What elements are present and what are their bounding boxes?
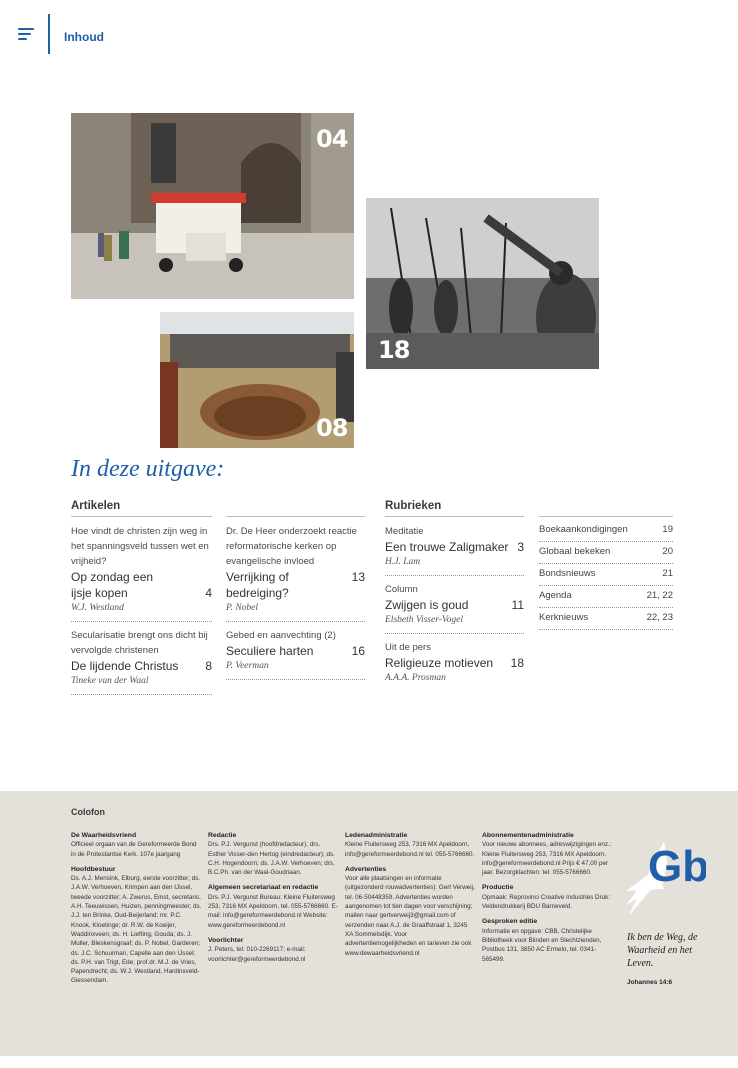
divider — [226, 516, 365, 517]
photo-18[interactable] — [366, 198, 599, 369]
article-author: W.J. Westland — [71, 603, 124, 613]
article-author: P. Veerman — [226, 661, 269, 671]
colofon-text: Opmaak: Reprovinci Creative Industries Druk: Veldendrukkerij BDU Barneveld. — [482, 893, 611, 911]
rubrieken-column-2 — [539, 520, 673, 630]
article-author: Tineke van der Waal — [71, 676, 149, 686]
article-title-row — [71, 569, 212, 601]
rubriek-title-row — [385, 597, 524, 613]
photo-04-image — [71, 113, 354, 299]
article-title-row — [71, 658, 212, 674]
logo-icon — [626, 829, 706, 915]
rubriek-page: 3 — [517, 540, 524, 554]
rubriek-title: Een trouwe Zaligmaker — [385, 540, 509, 554]
colofon-text: Ds. A.J. Mensink, Elburg, eerste voorzitter; ds. J.A.W. Verhoeven, Krimpen aan den IJssel, tweede voorzitter; A. Zwerus, Emst, secretaris; A.H. Teeuwissen, Huizen, penningmeester; ds. J.J. ten Brinke, Oud-Beijerland; mr. P.C. Knook, Kloetinge; dr. R.W. de Koeijer, Waddinxveen; ds. H. Liefting, Gouda; ds. J. Muller, Bleskensgraaf; ds. P. Nobel, Garderen; ds. J.C. Schuurman, Capelle aan den IJssel; ds. P.H. van Trigt, Ede; prof.dr. M.J. de Vries, Papendrecht; ds. W.J. Westland, Hardinxveld-Giessendam. — [71, 875, 202, 985]
rubriek-link-label: Globaal bekeken — [539, 546, 611, 557]
colofon-heading: Gesproken editie — [482, 918, 538, 926]
colofon-heading: Ledenadministratie — [345, 832, 408, 839]
article-title: Op zondag een ijsje kopen — [71, 570, 154, 600]
photo-08[interactable] — [160, 312, 354, 448]
colofon-text: Officieel orgaan van de Gereformeerde Bond in de Protestantse Kerk. 107e jaargang — [71, 841, 197, 858]
colofon-text: J. Peters, tel. 010-2269117; e-mail: voorlichter@gereformeerdebond.nl — [208, 946, 306, 963]
rubrieken-title: Rubrieken — [385, 500, 442, 512]
colofon-heading: Productie — [482, 884, 514, 892]
divider — [385, 516, 524, 517]
article-entry[interactable] — [226, 628, 365, 680]
colofon-heading: Algemeen secretariaat en redactie — [208, 884, 319, 892]
section-heading: In deze uitgave: — [71, 456, 225, 482]
rubriek-link-label: Kerknieuws — [539, 612, 589, 623]
rubriek-link-page: 19 — [662, 524, 673, 535]
article-entry[interactable] — [71, 524, 212, 622]
colofon-title: Colofon — [71, 807, 105, 817]
artikelen-column-2 — [226, 524, 365, 686]
rubriek-entry[interactable] — [385, 524, 524, 576]
rubriek-author: H.J. Lam — [385, 557, 421, 567]
article-page: 13 — [351, 570, 365, 584]
article-title: Seculiere harten — [226, 644, 314, 658]
rubriek-author: Elsbeth Visser-Vogel — [385, 615, 463, 625]
rubriek-link-page: 21 — [662, 568, 673, 579]
rubriek-page: 18 — [510, 656, 524, 670]
artikelen-title: Artikelen — [71, 500, 121, 512]
rubrieken-column-1 — [385, 524, 524, 697]
article-page: 16 — [351, 644, 365, 658]
rubriek-link-page: 20 — [662, 546, 673, 557]
colofon-text: Informatie en opgave: CBB, Christelijke Bibliotheek voor Blinden en Slechtzienden, Postbus 131, 3850 AC Ermelo, tel. 0341-565499. — [482, 927, 602, 963]
article-intro: Gebed en aanvechting (2) — [226, 630, 336, 641]
rubriek-link-label: Boekaankondigingen — [539, 524, 628, 535]
colofon-text: Voor nieuwe abonnees, adreswijzigingen enz.: Kleine Fluitersweg 253, 7316 MX Apeldoorn. info@gereformeerdebond.nl Prijs € 47,00 per jaar. Bezorgklachten: tel. 055-5766660. — [482, 841, 612, 877]
divider — [539, 516, 673, 517]
article-title-row — [226, 643, 365, 659]
rubriek-link-page: 22, 23 — [646, 612, 673, 623]
rubriek-title: Zwijgen is goud — [385, 598, 469, 612]
colofon-column-3 — [345, 831, 477, 964]
quote-reference: Johannes 14:6 — [627, 979, 673, 986]
colofon-text: Drs. P.J. Vergunst Bureau: Kleine Fluitersweg 253, 7316 MX Apeldoorn, tel. 055-5766660. E-mail: info@gereformeerdebond.nl Website: www.gereformeerdebond.nl — [208, 893, 338, 929]
rubriek-link-label: Bondsnieuws — [539, 568, 596, 579]
article-intro: Dr. De Heer onderzoekt reactie reformatorische kerken op evangelische invloed — [226, 526, 357, 567]
colofon-heading: Advertenties — [345, 865, 387, 873]
colofon-text: Voor alle plaatsingen en informatie (uitgezonderd rouwadvertenties): Gert Verweij, tel. 06-50448359. Advertenties worden aangenomen tot tien dagen voor verschijning; mailen naar gertverweij3@gmail.com of verzenden naar A.J. de Graaffstraat 1, 3245 XA Sommelsdijk. Voor advertentiemogelijkheden en tarieven zie ook www.dewaarheidsvriend.nl — [345, 875, 475, 957]
article-intro: Secularisatie brengt ons dicht bij vervolgde christenen — [71, 630, 208, 656]
photo-08-number: 08 — [316, 414, 348, 442]
rubriek-author: A.A.A. Prosman — [385, 673, 446, 683]
rubriek-title-row — [385, 539, 524, 555]
rubriek-title: Religieuze motieven — [385, 656, 494, 670]
rubriek-entry[interactable] — [385, 582, 524, 634]
article-intro: Hoe vindt de christen zijn weg in het spanningsveld tussen wet en vrijheid? — [71, 526, 209, 567]
article-title: Verrijking of bedreiging? — [226, 570, 289, 600]
article-author: P. Nobel — [226, 603, 259, 613]
menu-icon[interactable] — [18, 28, 34, 42]
article-entry[interactable] — [226, 524, 365, 622]
rubriek-link[interactable] — [539, 542, 673, 564]
colofon-heading: Abonnementenadministratie — [482, 832, 574, 839]
rubriek-label: Meditatie — [385, 526, 424, 537]
rubriek-label: Uit de pers — [385, 642, 431, 653]
colofon-text: Kleine Fluitersweg 253, 7316 MX Apeldoorn, info@gereformeerdebond.nl tel. 055-5766660. — [345, 841, 475, 858]
colofon — [0, 791, 738, 1056]
photo-04[interactable] — [71, 113, 354, 299]
article-page: 4 — [205, 586, 212, 600]
colofon-column-4 — [482, 831, 614, 970]
rubriek-link-page: 21, 22 — [646, 590, 673, 601]
topbar-divider — [48, 14, 50, 54]
rubriek-link[interactable] — [539, 586, 673, 608]
rubriek-link-label: Agenda — [539, 590, 572, 601]
rubriek-link[interactable] — [539, 520, 673, 542]
colofon-column-2 — [208, 831, 340, 970]
rubriek-link[interactable] — [539, 564, 673, 586]
article-entry[interactable] — [71, 628, 212, 695]
artikelen-column-1 — [71, 524, 212, 701]
rubriek-entry[interactable] — [385, 640, 524, 691]
photo-18-number: 18 — [378, 336, 410, 364]
colofon-text: Drs. P.J. Vergunst (hoofdredacteur); drs. Esther Visser-den Hertog (eindredacteur); ds. C.H. Hogendoorn; ds. J.A.W. Verhoeven; drs. B.C.Ph. van der Waal-Goudriaan. — [208, 841, 335, 877]
article-page: 8 — [205, 659, 212, 673]
quote-text: Ik ben de Weg, de Waarheid en het Leven. — [627, 932, 698, 969]
colofon-heading: Voorlichter — [208, 936, 244, 944]
photo-04-number: 04 — [316, 125, 348, 153]
rubriek-link[interactable] — [539, 608, 673, 630]
colofon-heading: De Waarheidsvriend — [71, 832, 137, 839]
colofon-heading: Hoofdbestuur — [71, 865, 116, 873]
rubriek-page: 11 — [511, 598, 524, 612]
article-title-row — [226, 569, 365, 601]
colofon-column-1 — [71, 831, 203, 992]
logo-text: Gb — [648, 842, 706, 891]
gereformeerde-bond-logo — [626, 829, 706, 915]
rubriek-label: Column — [385, 584, 418, 595]
rubriek-title-row — [385, 655, 524, 671]
article-title: De lijdende Christus — [71, 659, 179, 673]
colofon-heading: Redactie — [208, 832, 237, 839]
divider — [71, 516, 212, 517]
topbar-title[interactable]: Inhoud — [64, 30, 104, 44]
